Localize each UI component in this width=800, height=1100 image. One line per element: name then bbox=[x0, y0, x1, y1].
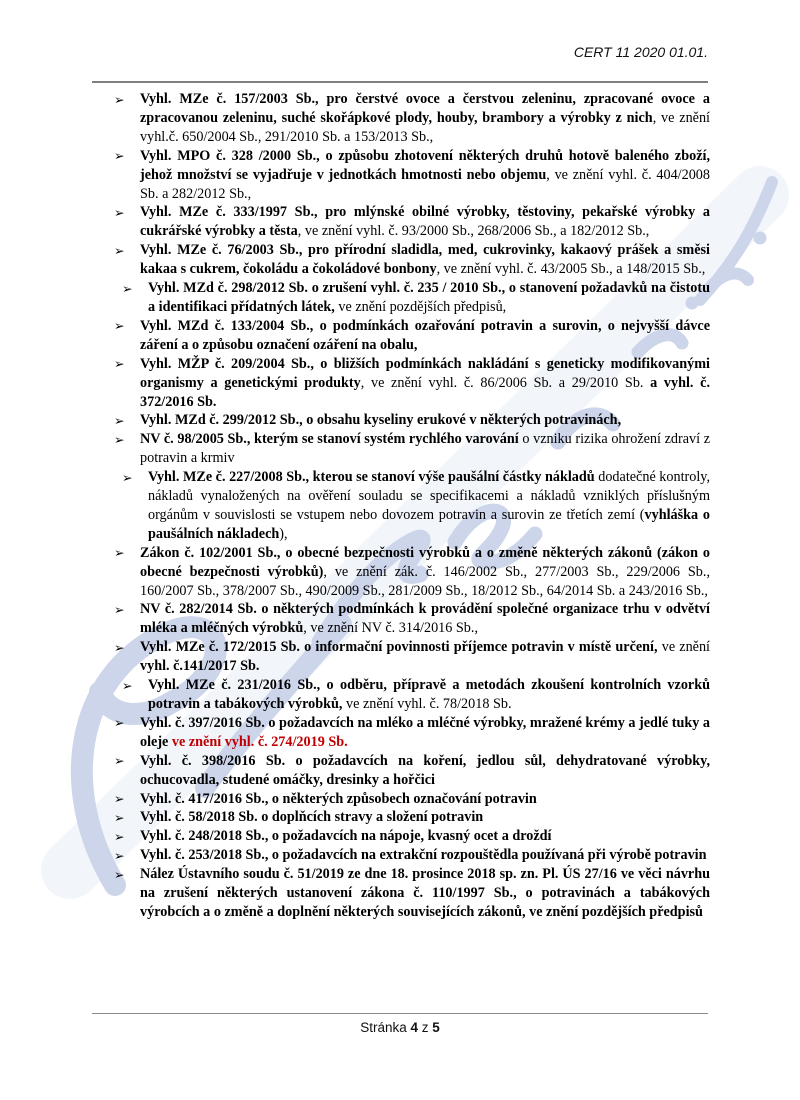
regulation-text-segment: vyhl. č.141/2017 Sb. bbox=[140, 658, 260, 675]
regulation-text-segment: dodatečné kontroly, nákladů vynaložených na ověření souladu se specifikacemi a nákladů vzniklých příslušným orgánům v souvislosti se vstupem nebo dovozem potravin a surovin ze třetích zemí ( bbox=[148, 469, 710, 523]
arrow-bullet-icon: ➢ bbox=[114, 412, 125, 428]
regulation-text-segment: Nález Ústavního soudu č. 51/2019 ze dne 18. prosince 2018 sp. zn. Pl. ÚS 27/16 ve věci návrhu na zrušení některých ustanovení zákona č. 110/1997 Sb., o potravinách a tabákových výrobcích a o změně a doplnění některých souvisejících zákonů, ve znění pozdějších předpisů bbox=[140, 866, 710, 920]
regulation-text-segment: Vyhl. č. 398/2016 Sb. o požadavcích na koření, jedlou sůl, dehydratované výrobky, ochucovadla, studené omáčky, dresinky a hořčici bbox=[140, 752, 710, 788]
arrow-bullet-icon: ➢ bbox=[114, 601, 125, 617]
footer-total-pages: 5 bbox=[432, 1020, 440, 1035]
regulation-text-segment: , ve znění vyhl. č. 86/2006 Sb. a 29/2010 Sb. bbox=[360, 374, 651, 391]
regulation-text-segment: Vyhl. č. 253/2018 Sb., o požadavcích na extrakční rozpouštědla používaná při výrobě potravin bbox=[140, 847, 707, 864]
regulation-text-segment: Vyhl. č. 417/2016 Sb., o některých způsobech označování potravin bbox=[140, 790, 537, 807]
list-item bbox=[92, 317, 710, 355]
regulation-text-segment: , ve znění vyhl. č. 93/2000 Sb., 268/2006 Sb., a 182/2012 Sb., bbox=[297, 223, 650, 240]
footer-divider bbox=[92, 1013, 708, 1014]
list-item bbox=[92, 846, 710, 865]
document-header bbox=[92, 44, 708, 60]
footer-of-word: z bbox=[421, 1020, 429, 1035]
regulation-list bbox=[92, 90, 710, 922]
list-item bbox=[92, 827, 710, 846]
regulation-text-segment: a vyhl. č. 372/2016 Sb. bbox=[140, 374, 710, 410]
regulation-text-segment: NV č. 282/2014 Sb. o některých podmínkách k provádění společné organizace trhu v odvětví mléka a mléčných výrobků bbox=[140, 601, 710, 637]
list-item bbox=[92, 790, 710, 809]
list-item bbox=[92, 468, 710, 544]
regulation-text-segment: , ve znění NV č. 314/2016 Sb., bbox=[303, 620, 478, 637]
arrow-bullet-icon: ➢ bbox=[114, 545, 125, 561]
arrow-bullet-icon: ➢ bbox=[114, 318, 125, 334]
regulation-text-segment: Vyhl. MZe č. 231/2016 Sb., o odběru, přípravě a metodách zkoušení kontrolních vzorků potravin a tabákových výrobků, bbox=[148, 677, 710, 712]
arrow-bullet-icon: ➢ bbox=[122, 469, 133, 485]
arrow-bullet-icon: ➢ bbox=[114, 204, 125, 220]
list-item bbox=[92, 714, 710, 752]
regulation-text-segment: o vzniku rizika ohrožení zdraví z potravin a krmiv bbox=[140, 431, 710, 467]
regulation-text-segment: Vyhl. MZd č. 299/2012 Sb., o obsahu kyseliny erukové v některých potravinách, bbox=[140, 412, 622, 429]
regulation-text-segment: ve znění pozdějších předpisů, bbox=[334, 298, 507, 315]
list-item bbox=[92, 279, 710, 317]
arrow-bullet-icon: ➢ bbox=[122, 280, 133, 296]
list-item bbox=[92, 147, 710, 204]
cert-reference-label: CERT 11 2020 01.01. bbox=[573, 44, 708, 60]
arrow-bullet-icon: ➢ bbox=[114, 639, 125, 655]
list-item bbox=[92, 752, 710, 790]
arrow-bullet-icon: ➢ bbox=[114, 753, 125, 769]
arrow-bullet-icon: ➢ bbox=[114, 715, 125, 731]
list-item bbox=[92, 676, 710, 714]
arrow-bullet-icon: ➢ bbox=[114, 242, 125, 258]
regulation-text-segment: , ve znění zák. č. 146/2002 Sb., 277/2003 Sb., 229/2006 Sb., 160/2007 Sb., 378/2007 Sb., 490/2009 Sb., 281/2009 Sb., 18/2012 Sb., 64/2014 Sb. a 243/2016 Sb., bbox=[140, 563, 710, 599]
arrow-bullet-icon: ➢ bbox=[114, 431, 125, 447]
regulation-text-segment: Vyhl. MZe č. 76/2003 Sb., pro přírodní sladidla, med, cukrovinky, kakaový prášek a směsi kakaa s cukrem, čokoládu a čokoládové bonbony bbox=[140, 242, 710, 278]
arrow-bullet-icon: ➢ bbox=[114, 847, 125, 863]
regulation-text-segment: , ve znění vyhl.č. 650/2004 Sb., 291/2010 Sb. a 153/2013 Sb., bbox=[140, 109, 710, 145]
arrow-bullet-icon: ➢ bbox=[114, 356, 125, 372]
arrow-bullet-icon: ➢ bbox=[122, 677, 133, 693]
list-item bbox=[92, 241, 710, 279]
list-item bbox=[92, 411, 710, 430]
regulation-text-segment: NV č. 98/2005 Sb., kterým se stanoví systém rychlého varování bbox=[140, 431, 519, 448]
list-item bbox=[92, 355, 710, 412]
regulation-text-segment: Vyhl. MZd č. 298/2012 Sb. o zrušení vyhl. č. 235 / 2010 Sb., o stanovení požadavků na čistotu a identifikaci přídatných látek, bbox=[148, 280, 710, 315]
list-item bbox=[92, 203, 710, 241]
arrow-bullet-icon: ➢ bbox=[114, 148, 125, 164]
header-divider bbox=[92, 81, 708, 83]
regulation-text-segment: Vyhl. č. 248/2018 Sb., o požadavcích na nápoje, kvasný ocet a droždí bbox=[140, 828, 552, 845]
regulation-text-segment: Vyhl. MŽP č. 209/2004 Sb., o bližších podmínkách nakládání s geneticky modifikovanými organismy a genetickými produkty bbox=[140, 355, 710, 391]
regulation-text-segment: , ve znění vyhl. č. 404/2008 Sb. a 282/2012 Sb., bbox=[140, 166, 710, 202]
regulation-text-segment: Vyhl. MZd č. 133/2004 Sb., o podmínkách ozařování potravin a surovin, o nejvyšší dávce záření a o způsobu označení ozáření na obalu, bbox=[140, 317, 710, 353]
footer-page-word: Stránka bbox=[360, 1020, 407, 1035]
list-item bbox=[92, 638, 710, 676]
page-footer bbox=[0, 1020, 800, 1035]
arrow-bullet-icon: ➢ bbox=[114, 91, 125, 107]
arrow-bullet-icon: ➢ bbox=[114, 866, 125, 882]
arrow-bullet-icon: ➢ bbox=[114, 828, 125, 844]
regulation-text-segment: Vyhl. MZe č. 172/2015 Sb. o informační povinnosti příjemce potravin v místě určení, bbox=[140, 639, 658, 656]
regulation-text-segment: Vyhl. MZe č. 227/2008 Sb., kterou se stanoví výše paušální částky nákladů bbox=[148, 469, 595, 486]
list-item bbox=[92, 808, 710, 827]
regulation-text-segment: ve znění vyhl. č. 274/2019 Sb. bbox=[171, 733, 348, 750]
regulation-text-segment: vyhláška o paušálních nákladech bbox=[148, 506, 710, 542]
regulation-text-segment: Zákon č. 102/2001 Sb., o obecné bezpečnosti výrobků a o změně některých zákonů (zákon o obecné bezpečnosti výrobků) bbox=[140, 544, 710, 580]
list-item bbox=[92, 90, 710, 147]
arrow-bullet-icon: ➢ bbox=[114, 791, 125, 807]
list-item bbox=[92, 865, 710, 922]
list-item bbox=[92, 600, 710, 638]
regulation-text-segment: , ve znění vyhl. č. 43/2005 Sb., a 148/2015 Sb., bbox=[436, 261, 706, 278]
regulation-text-segment: ), bbox=[279, 525, 288, 542]
footer-page-number: 4 bbox=[410, 1020, 418, 1035]
arrow-bullet-icon: ➢ bbox=[114, 809, 125, 825]
regulation-text-segment: ve znění vyhl. č. 78/2018 Sb. bbox=[342, 696, 512, 712]
regulation-list-container bbox=[92, 90, 710, 1010]
regulation-text-segment: ve znění bbox=[657, 639, 710, 656]
regulation-text-segment: Vyhl. MZe č. 333/1997 Sb., pro mlýnské obilné výrobky, těstoviny, pekařské výrobky a cukrářské výrobky a těsta bbox=[140, 204, 710, 240]
regulation-text-segment: Vyhl. č. 58/2018 Sb. o doplňcích stravy a složení potravin bbox=[140, 809, 484, 826]
regulation-text-segment: Vyhl. MPO č. 328 /2000 Sb., o způsobu zhotovení některých druhů hotově baleného zboží, jehož množství se vyjadřuje v jednotkách hmotnosti nebo objemu bbox=[140, 147, 710, 183]
regulation-text-segment: Vyhl. č. 397/2016 Sb. o požadavcích na mléko a mléčné výrobky, mražené krémy a jedlé tuky a oleje bbox=[140, 714, 710, 750]
list-item bbox=[92, 430, 710, 468]
list-item bbox=[92, 544, 710, 601]
regulation-text-segment: Vyhl. MZe č. 157/2003 Sb., pro čerstvé ovoce a čerstvou zeleninu, zpracované ovoce a zpracovanou zeleninu, suché skořápkové plody, houby, brambory a výrobky z nich bbox=[140, 91, 710, 126]
